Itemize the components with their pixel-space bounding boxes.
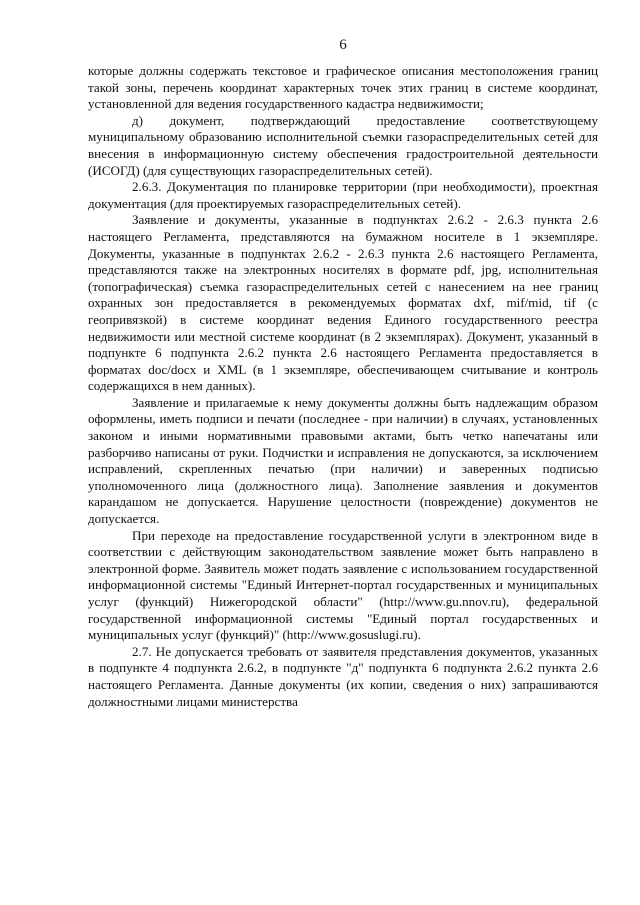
paragraph: Заявление и прилагаемые к нему документы должны быть надлежащим образом оформлены, иметь подписи и печати (последнее - при наличии) в случаях, установленных законом и иными нормативными правовыми актами, быть четко напечатаны или разборчиво написаны от руки. Подчистки и исправления не допускаются, за исключением исправлений, скрепленных печатью (при наличии) и заверенных подписью уполномоченного лица (должностного лица). Заполнение заявления и документов карандашом не допускается. Нарушение целостности (повреждение) документов не допускается.	[88, 394, 598, 527]
paragraph: При переходе на предоставление государственной услуги в электронном виде в соответствии с действующим законодательством заявление может быть направлено в электронной форме. Заявитель может подать заявление с использованием государственной информационной системы "Единый Интернет-портал государственных и муниципальных услуг (функций) Нижегородской области" (http://www.gu.nnov.ru), федеральной государственной информационной системы "Единый портал государственных и муниципальных услуг (функций)" (http://www.gosuslugi.ru).	[88, 527, 598, 643]
document-body	[88, 63, 598, 710]
paragraph: 2.7. Не допускается требовать от заявителя представления документов, указанных в подпункте 4 подпункта 2.6.2, в подпункте "д" подпункта 6 подпункта 2.6.2 пункта 2.6 настоящего Регламента. Данные документы (их копии, сведения о них) запрашиваются должностными лицами министерства	[88, 643, 598, 709]
paragraph: д) документ, подтверждающий предоставление соответствующему муниципальному образованию исполнительной съемки газораспределительных сетей для внесения в информационную систему обеспечения градостроительной деятельности (ИСОГД) (для существующих газораспределительных сетей).	[88, 112, 598, 178]
page-number: 6	[339, 37, 347, 53]
document-page	[88, 36, 598, 710]
paragraph: Заявление и документы, указанные в подпунктах 2.6.2 - 2.6.3 пункта 2.6 настоящего Регламента, представляются на бумажном носителе в 1 экземпляре. Документы, указанные в подпунктах 2.6.2 - 2.6.3 пункта 2.6 настоящего Регламента, представляются также на электронных носителях в формате pdf, jpg, исполнительная (топографическая) съемка газораспределительных сетей с нанесением на нее границ охранных зон предоставляется в рекомендуемых форматах dxf, mif/mid, tif (с геопривязкой) в системе координат ведения Единого государственного реестра недвижимости или местной системе координат (в 2 экземплярах). Документ, указанный в подпункте 6 подпункта 2.6.2 пункта 2.6 настоящего Регламента предоставляется в форматах doc/docx и XML (в 1 экземпляре, обеспечивающем считывание и контроль содержащихся в нем данных).	[88, 212, 598, 394]
paragraph: 2.6.3. Документация по планировке территории (при необходимости), проектная документация (для проектируемых газораспределительных сетей).	[88, 179, 598, 211]
paragraph: которые должны содержать текстовое и графическое описания местоположения границ такой зоны, перечень координат характерных точек этих границ в системе координат, установленной для ведения государственного кадастра недвижимости;	[88, 63, 598, 112]
